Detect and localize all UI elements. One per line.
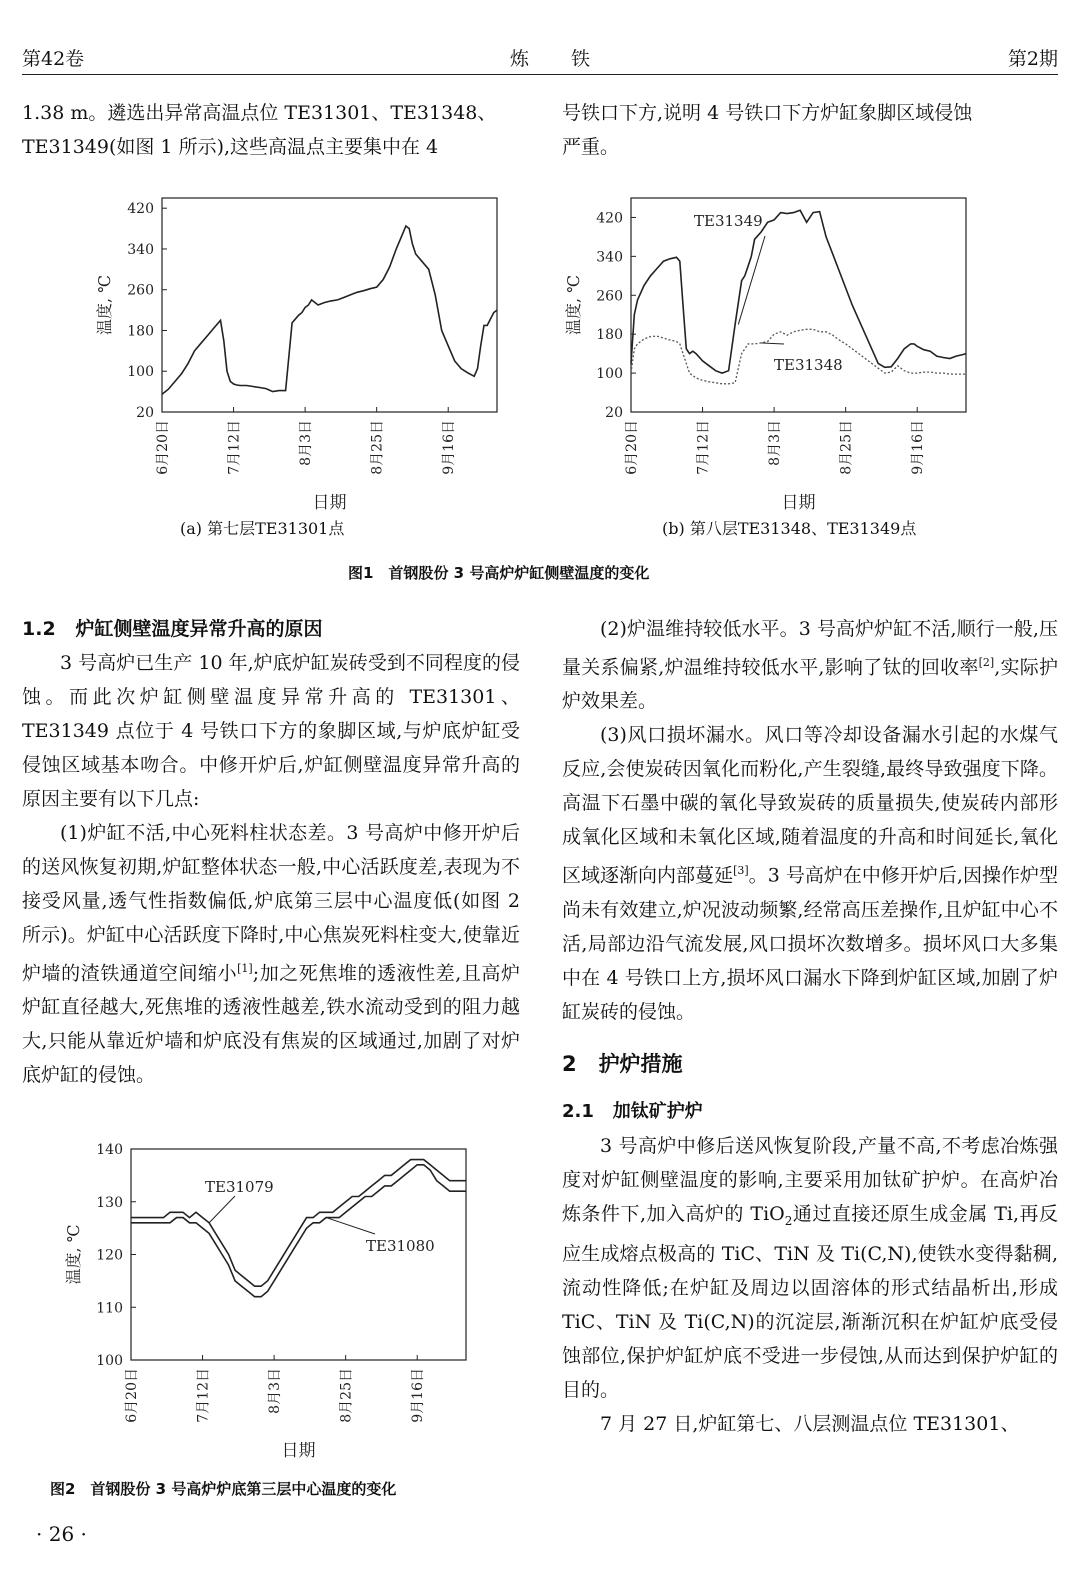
paragraph-2-part-a: (1)炉缸不活,中心死料柱状态差。3 号高炉中修开炉后的送风恢复初期,炉缸整体状态一般,中心活跃度差,表现为不接受风量,透气性指数偏低,炉底第三层中心温度低(如图 2 所示)。炉缸中心活跃度下降时,中心焦炭死料柱变大,使靠近炉墙的渣铁通道空间缩小	[22, 822, 520, 985]
top-left-line-1: 1.38 m。遴选出异常高温点位 TE31301、TE31348、	[22, 102, 497, 124]
annotation-label-te31079: TE31079	[205, 1178, 274, 1196]
paragraph-4-part-a: (3)风口损坏漏水。风口等冷却设备漏水引起的水煤气反应,会使炭砖因氧化而粉化,产生裂缝,最终导致强度下降。高温下石墨中碳的氧化导致炭砖的质量损失,使炭砖内部形成氧化区域和未氧化区域,随着温度的升高和时间延长,氧化区域逐渐向内部蔓延	[562, 724, 1058, 887]
y-tick-label-3: 260	[596, 288, 623, 305]
paragraph-3	[562, 612, 1058, 718]
figure-1b-label: (b) 第八层TE31348、TE31349点	[662, 519, 917, 538]
y-tick-label-0: 100	[96, 1353, 123, 1369]
x-tick-label-4: 9月16日	[910, 420, 927, 475]
top-left-line-2: TE31349(如图 1 所示),这些高温点主要集中在 4	[22, 136, 439, 158]
paragraph-6: 7 月 27 日,炉缸第七、八层测温点位 TE31301、	[600, 1413, 1020, 1436]
annotation-leader-0	[209, 1196, 235, 1223]
paragraph-4-part-b: 。3 号高炉在中修开炉后,因操作炉型尚未有效建立,炉况波动频繁,经常高压差操作,且炉缸中心不活,局部边沿气流发展,风口损坏次数增多。损坏风口大多集中在 4 号铁口上方,损坏风口漏水下降到炉缸区域,加剧了炉缸炭砖的侵蚀。	[562, 864, 1058, 1023]
x-tick-label-3: 8月25日	[338, 1368, 355, 1423]
x-tick-label-3: 8月25日	[838, 420, 855, 475]
figure-1a-chart	[60, 190, 520, 520]
plot-frame	[631, 198, 966, 412]
x-tick-label-1: 7月12日	[195, 1368, 212, 1423]
header-rule	[22, 74, 1058, 75]
citation-1: [1]	[237, 962, 253, 975]
section-2-1-title: 加钛矿护炉	[612, 1100, 703, 1122]
y-tick-label-0: 20	[605, 405, 623, 421]
x-axis-label: 日期	[781, 493, 816, 513]
y-tick-label-3: 130	[96, 1194, 123, 1211]
annotation-leader-1	[761, 343, 784, 344]
y-tick-label-4: 140	[96, 1142, 123, 1158]
x-tick-label-0: 6月20日	[624, 420, 640, 475]
plot-frame	[162, 198, 497, 412]
paragraph-5	[562, 1129, 1058, 1408]
paragraph-5-part-b: 通过直接还原生成金属 Ti,再反应生成熔点极高的 TiC、TiN 及 Ti(C,N),使铁水变得黏稠,流动性降低;在炉缸及周边以固溶体的形式结晶析出,形成 TiC、TiN 及 Ti(C,N)的沉淀层,渐渐沉积在炉缸炉底受侵蚀部位,保护炉缸炉底不受进一步侵蚀,从而达到保护炉缸的目的。	[562, 1202, 1058, 1402]
paragraph-5-part-a: 3 号高炉中修后送风恢复阶段,产量不高,不考虑冶炼强度对炉缸侧壁温度的影响,主要采用加钛矿护炉。在高炉冶炼条件下,加入高炉的 TiO	[562, 1134, 1058, 1225]
paragraph-3-part-a: (2)炉温维持较低水平。3 号高炉炉缸不活,顺行一般,压量关系偏紧,炉温维持较低水平,影响了钛的回收率	[562, 618, 1058, 679]
paragraph-4	[562, 718, 1058, 1028]
figure-1a	[60, 190, 520, 520]
y-axis-label: 温度, ℃	[95, 274, 114, 336]
x-tick-label-4: 9月16日	[410, 1368, 427, 1423]
top-right-text	[562, 96, 1058, 164]
y-axis-label: 温度, ℃	[64, 1224, 83, 1285]
header-journal-title: 炼 铁	[510, 48, 609, 70]
section-2-number: 2	[562, 1051, 577, 1076]
y-tick-label-5: 420	[127, 201, 154, 218]
x-tick-label-0: 6月20日	[124, 1368, 140, 1423]
x-axis-label: 日期	[281, 1441, 316, 1461]
section-1-2-title: 炉缸侧壁温度异常升高的原因	[75, 618, 323, 640]
series-line-te31301	[162, 226, 497, 394]
y-tick-label-1: 100	[596, 366, 623, 383]
left-column	[22, 612, 520, 1092]
x-tick-label-2: 8月3日	[767, 420, 784, 466]
x-tick-label-3: 8月25日	[369, 420, 386, 475]
section-1-2-number: 1.2	[22, 618, 56, 640]
y-tick-label-3: 260	[127, 282, 154, 299]
y-tick-label-2: 180	[596, 327, 623, 344]
paragraph-1: 3 号高炉已生产 10 年,炉底炉缸炭砖受到不同程度的侵蚀。而此次炉缸侧壁温度异常升高的 TE31301、TE31349 点位于 4 号铁口下方的象脚区域,与炉底炉缸受侵蚀区域基本吻合。中修开炉后,炉缸侧壁温度异常升高的原因主要有以下几点:	[22, 652, 520, 810]
top-right-line-2: 严重。	[562, 136, 620, 158]
x-tick-label-0: 6月20日	[155, 420, 171, 475]
figure-2	[55, 1130, 515, 1470]
x-tick-label-2: 8月3日	[267, 1368, 284, 1414]
figure-2-caption: 图2 首钢股份 3 号高炉炉底第三层中心温度的变化	[50, 1480, 397, 1498]
paragraph-2-part-b: ;加之死焦堆的透液性差,且高炉炉缸直径越大,死焦堆的透液性越差,铁水流动受到的阻力越大,只能从靠近炉墙和炉底没有焦炭的区域通过,加剧了对炉底炉缸的侵蚀。	[22, 962, 520, 1087]
tio2-subscript: 2	[784, 1213, 793, 1228]
header-issue: 第2期	[1007, 48, 1058, 70]
figure-1a-label: (a) 第七层TE31301点	[180, 519, 345, 538]
y-tick-label-0: 20	[136, 405, 154, 421]
x-tick-label-1: 7月12日	[695, 420, 712, 475]
y-tick-label-2: 120	[96, 1247, 123, 1264]
top-right-line-1: 号铁口下方,说明 4 号铁口下方炉缸象脚区域侵蚀	[562, 102, 973, 124]
page-number: · 26 ·	[36, 1522, 87, 1546]
x-tick-label-1: 7月12日	[226, 420, 243, 475]
y-tick-label-4: 340	[127, 241, 154, 258]
section-1-2-heading	[22, 612, 520, 646]
y-axis-label: 温度, ℃	[564, 274, 583, 336]
paragraph-2	[22, 816, 520, 1092]
paragraph-3-part-b: ,实际护炉效果差。	[562, 656, 1058, 713]
section-2-heading	[562, 1047, 1058, 1081]
series-line-te31079	[131, 1160, 466, 1287]
y-tick-label-4: 340	[596, 249, 623, 266]
figure-1b	[560, 190, 1020, 520]
citation-3: [3]	[733, 864, 749, 878]
x-axis-label: 日期	[312, 493, 347, 513]
right-column	[562, 612, 1058, 1441]
annotation-label-te31349: TE31349	[694, 212, 763, 230]
y-tick-label-2: 180	[127, 323, 154, 340]
figure-2-chart	[55, 1130, 515, 1470]
x-tick-label-2: 8月3日	[298, 420, 315, 466]
x-tick-label-4: 9月16日	[441, 420, 458, 475]
section-2-title: 护炉措施	[598, 1051, 683, 1076]
y-tick-label-1: 100	[127, 364, 154, 381]
top-left-text	[22, 96, 520, 164]
annotation-leader-1	[326, 1218, 375, 1234]
citation-2: [2]	[978, 656, 995, 669]
header-volume: 第42卷	[22, 48, 85, 70]
figure-1-caption: 图1 首钢股份 3 号高炉炉缸侧壁温度的变化	[348, 564, 650, 582]
y-tick-label-1: 110	[96, 1300, 123, 1317]
annotation-label-te31348: TE31348	[774, 356, 843, 374]
y-tick-label-5: 420	[596, 210, 623, 227]
figure-1b-chart	[560, 190, 1020, 520]
section-2-1-heading	[562, 1095, 1058, 1129]
section-2-1-number: 2.1	[562, 1100, 594, 1122]
annotation-label-te31080: TE31080	[366, 1237, 435, 1255]
